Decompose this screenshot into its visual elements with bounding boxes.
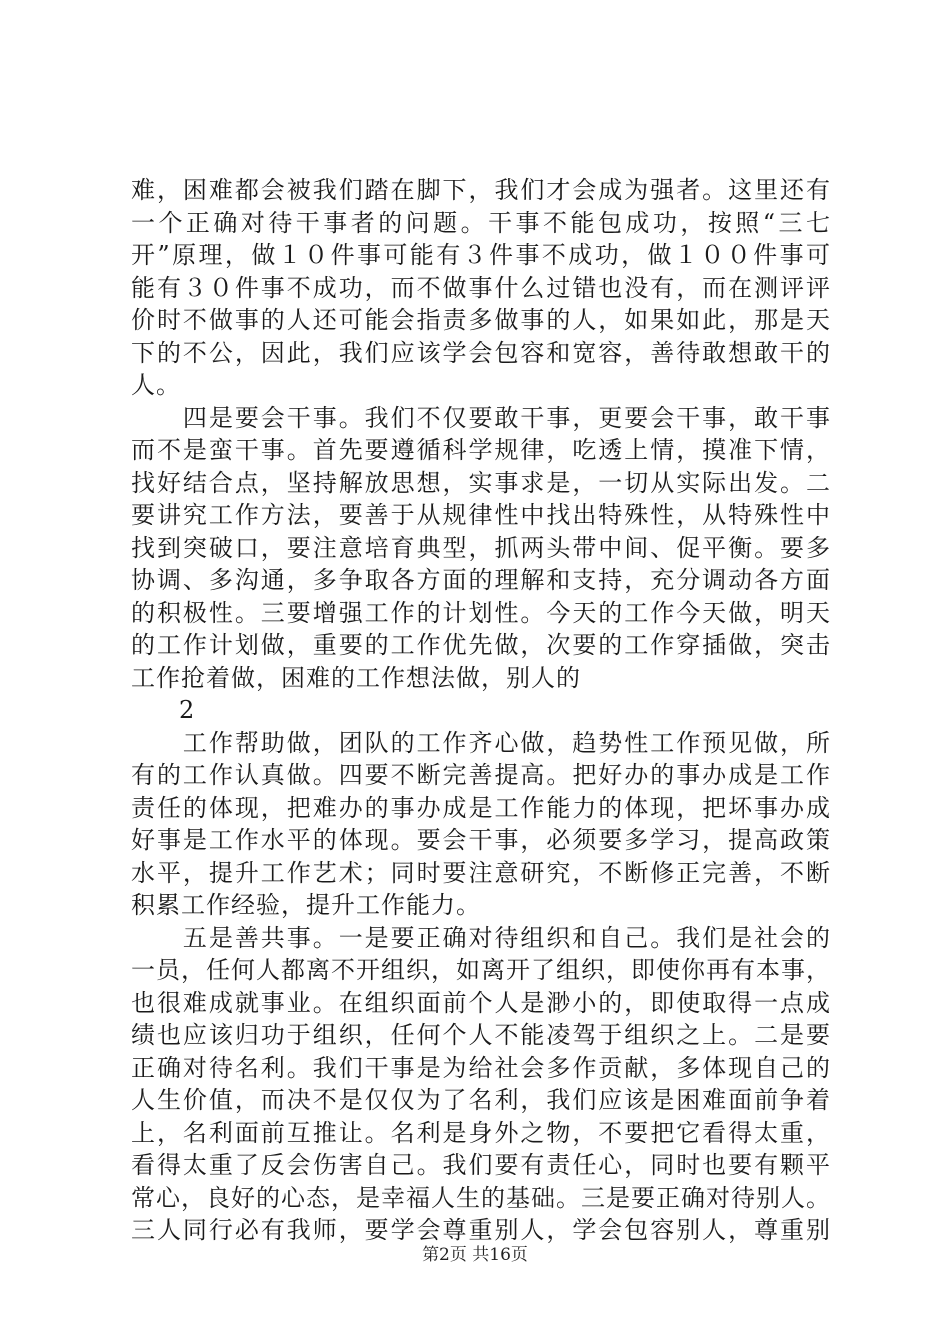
page-footer: 第2页 共16页 [422, 1245, 528, 1265]
text-line: 协调、多沟通，多争取各方面的理解和支持，充分调动各方面 [131, 566, 831, 594]
text-line: 水平，提升工作艺术；同时要注意研究，不断修正完善，不断 [131, 858, 831, 887]
text-line: 三人同行必有我师，要学会尊重别人，学会包容别人，尊重别 [131, 1216, 831, 1244]
text-line: 人。 [131, 371, 181, 399]
text-line: 一员，任何人都离不开组织，如离开了组织，即使你再有本事， [131, 956, 831, 984]
text-line: 的积极性。三要增强工作的计划性。今天的工作今天做，明天 [131, 598, 831, 627]
text-line: 找到突破口，要注意培育典型，抓两头带中间、促平衡。要多 [131, 533, 831, 562]
text-line: 四是要会干事。我们不仅要敢干事，更要会干事，敢干事 [131, 403, 831, 432]
text-line: 好事是工作水平的体现。要会干事，必须要多学习，提高政策 [131, 826, 831, 854]
text-line: 人生价值，而决不是仅仅为了名利，我们应该是困难面前争着 [131, 1086, 831, 1114]
text-line: 也很难成就事业。在组织面前个人是渺小的，即使取得一点成 [131, 988, 831, 1017]
text-line: 五是善共事。一是要正确对待组织和自己。我们是社会的 [131, 923, 831, 952]
text-line: 能有３０件事不成功，而不做事什么过错也没有，而在测评评 [131, 273, 831, 302]
text-line: 开”原理，做１０件事可能有３件事不成功，做１００件事可 [131, 241, 831, 269]
text-line: 常心，良好的心态，是幸福人生的基础。三是要正确对待别人。 [131, 1183, 831, 1212]
text-line: 工作帮助做，团队的工作齐心做，趋势性工作预见做，所 [131, 728, 831, 757]
text-line: 工作抢着做，困难的工作想法做，别人的 [131, 663, 581, 692]
body-text [131, 174, 831, 1247]
text-line: 一个正确对待干事者的问题。干事不能包成功，按照“三七 [131, 208, 831, 237]
text-line: 看得太重了反会伤害自己。我们要有责任心，同时也要有颗平 [131, 1151, 831, 1179]
text-line: 正确对待名利。我们干事是为给社会多作贡献，多体现自己的 [131, 1053, 831, 1082]
inline-page-number: 2 [179, 696, 196, 724]
text-line: 责任的体现，把难办的事办成是工作能力的体现，把坏事办成 [131, 793, 831, 822]
text-line: 而不是蛮干事。首先要遵循科学规律，吃透上情，摸准下情， [131, 436, 831, 464]
text-line: 找好结合点，坚持解放思想，实事求是，一切从实际出发。二 [131, 468, 831, 497]
text-line: 绩也应该归功于组织，任何个人不能凌驾于组织之上。二是要 [131, 1021, 831, 1049]
text-line: 积累工作经验，提升工作能力。 [131, 891, 481, 919]
text-line: 下的不公，因此，我们应该学会包容和宽容，善待敢想敢干的 [131, 338, 831, 367]
text-line: 的工作计划做，重要的工作优先做，次要的工作穿插做，突击 [131, 631, 831, 659]
text-line: 难，困难都会被我们踏在脚下，我们才会成为强者。这里还有 [131, 176, 831, 204]
text-line: 价时不做事的人还可能会指责多做事的人，如果如此，那是天 [131, 306, 831, 334]
text-line: 要讲究工作方法，要善于从规律性中找出特殊性，从特殊性中 [131, 501, 831, 529]
text-line: 有的工作认真做。四要不断完善提高。把好办的事办成是工作 [131, 761, 831, 789]
text-line: 上，名利面前互推让。名利是身外之物，不要把它看得太重， [131, 1118, 831, 1147]
